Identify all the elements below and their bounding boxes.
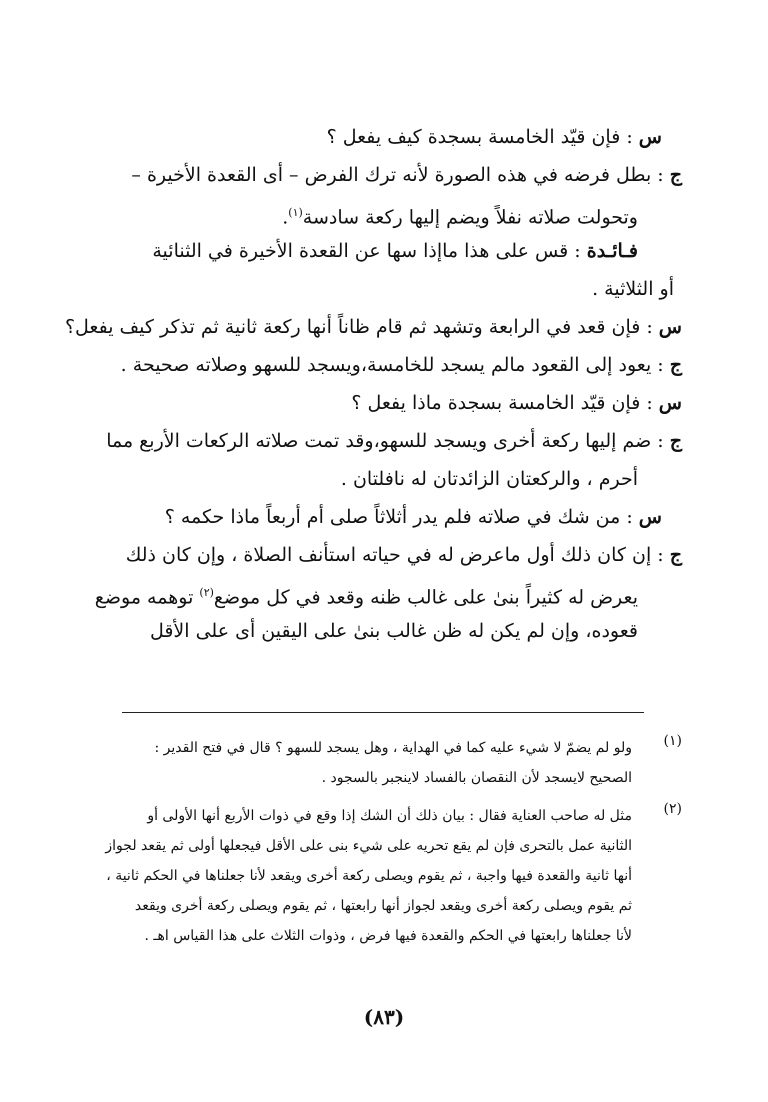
question-label: س <box>658 392 682 414</box>
footnote-2 <box>100 801 682 951</box>
footnote-line: لأنا جعلناها رابعتها في الحكم والقعدة فيها فرض ، وذوات الثلاث على هذا القياس اهـ . <box>144 928 632 944</box>
answer-4-line-2 <box>94 574 682 612</box>
question-label: س <box>658 316 682 338</box>
answer-3-line-2 <box>102 460 682 498</box>
question-2 <box>64 308 682 346</box>
question-text: : فإن قيّد الخامسة بسجدة ماذا يفعل ؟ <box>351 392 653 414</box>
faida-line-2 <box>102 270 682 308</box>
footnote-line: الثانية عمل بالتحرى فإن لم يقع تحريه على شيء بنى على الأقل فيجعلها أولى ثم يقعد لجواز <box>105 838 632 854</box>
footnotes <box>100 733 682 959</box>
question-label: س <box>638 126 662 148</box>
footnote-ref-2: (٢) <box>199 586 214 599</box>
footnote-ref-1: (١) <box>288 206 303 219</box>
question-label: س <box>638 506 662 528</box>
answer-1-line-1 <box>102 156 682 194</box>
faida-text: : قس على هذا ماإذا سها عن القعدة الأخيرة في الثنائية <box>152 240 581 262</box>
question-1 <box>102 118 682 156</box>
answer-text: أحرم ، والركعتان الزائدتان له نافلتان . <box>340 468 638 490</box>
footnote-1 <box>100 733 682 793</box>
answer-text: وتحولت صلاته نفلاً ويضم إليها ركعة سادسة <box>302 206 638 229</box>
page-number: (٨٣) <box>363 1005 405 1029</box>
answer-label: ج <box>669 430 682 452</box>
answer-text: : إن كان ذلك أول ماعرض له في حياته استأنف الصلاة ، وإن كان ذلك <box>125 544 664 566</box>
answer-text: : بطل فرضه في هذه الصورة لأنه ترك الفرض – أى القعدة الأخيرة – <box>131 164 664 186</box>
main-text <box>64 118 682 650</box>
question-text: : من شك في صلاته فلم يدر أثلاثاً صلى أم أربعاً ماذا حكمه ؟ <box>164 506 633 528</box>
answer-2 <box>102 346 682 384</box>
question-4 <box>102 498 682 536</box>
question-text: : فإن قعد في الرابعة وتشهد ثم قام ظاناً أنها ركعة ثانية ثم تذكر كيف يفعل؟ <box>64 316 653 338</box>
answer-4-line-3 <box>102 612 682 650</box>
answer-3-line-1 <box>102 422 682 460</box>
faida-line-1 <box>102 232 682 270</box>
answer-label: ج <box>669 164 682 186</box>
faida-label: فـائـدة <box>586 240 638 262</box>
answer-4-line-1 <box>102 536 682 574</box>
footnote-number: (١) <box>663 733 682 749</box>
answer-text-end: . <box>282 206 289 229</box>
answer-text: يعرض له كثيراً بنىٰ على غالب ظنه وقعد في كل موضع <box>213 586 638 609</box>
answer-text: : يعود إلى القعود مالم يسجد للخامسة،ويسجد للسهو وصلاته صحيحة . <box>120 354 664 376</box>
footnote-line: الصحيح لايسجد لأن النقصان بالفساد لاينجبر بالسجود . <box>321 770 632 786</box>
answer-1-line-2 <box>102 194 682 232</box>
answer-text: قعوده، وإن لم يكن له ظن غالب بنىٰ على اليقين أى على الأقل <box>149 620 638 642</box>
faida-text: أو الثلاثية . <box>592 278 674 300</box>
answer-label: ج <box>669 544 682 566</box>
footnote-line: ثم يقوم ويصلى ركعة أخرى ويقعد لجواز أنها رابعتها ، ثم يقوم ويصلى ركعة أخرى ويقعد <box>134 898 632 914</box>
footnote-line: ولو لم يضمّ لا شيء عليه كما في الهداية ، وهل يسجد للسهو ؟ قال في فتح القدير : <box>154 740 632 756</box>
question-text: : فإن قيّد الخامسة بسجدة كيف يفعل ؟ <box>326 126 633 148</box>
footnote-number: (٢) <box>663 801 682 817</box>
footnote-divider <box>122 712 644 713</box>
answer-label: ج <box>669 354 682 376</box>
footnote-line: أنها ثانية والقعدة فيها واجبة ، ثم يقوم ويصلى ركعة أخرى ويقعد لأنا جعلناها في الحكم ثانية ، <box>106 868 632 884</box>
answer-text: : ضم إليها ركعة أخرى ويسجد للسهو،وقد تمت صلاته الركعات الأربع مما <box>106 430 664 452</box>
answer-text-end: توهمه موضع <box>94 586 194 609</box>
question-3 <box>102 384 682 422</box>
footnote-line: مثل له صاحب العناية فقال : بيان ذلك أن الشك إذا وقع في ذوات الأربع أنها الأولى أو <box>147 808 632 824</box>
